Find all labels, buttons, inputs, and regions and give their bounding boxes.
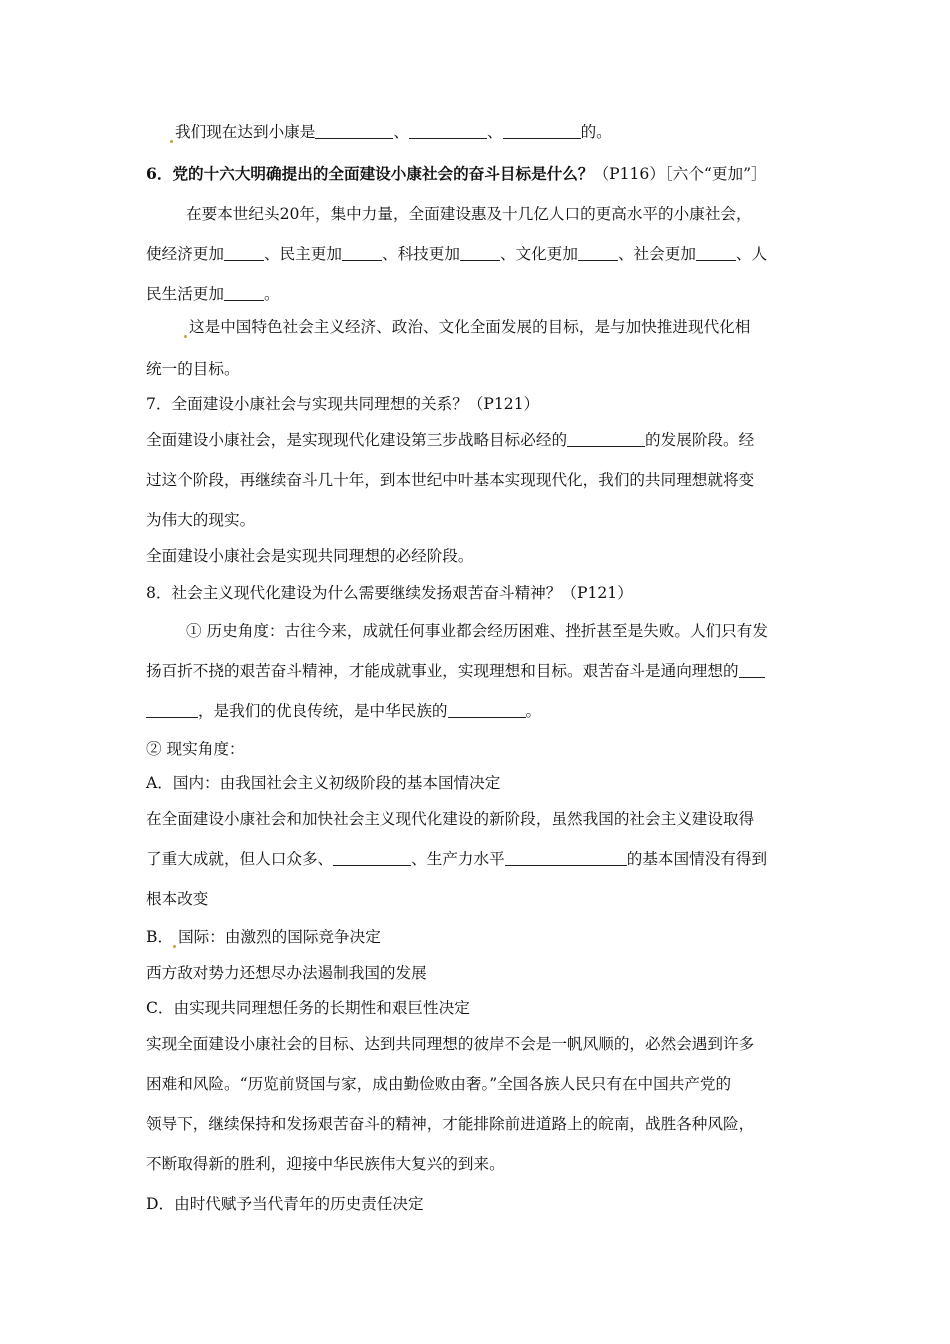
bullet-dot-icon [173, 945, 176, 948]
section-a-line2: 了重大成就，但人口众多、 、生产力水平 的基本国情没有得到 [146, 850, 768, 868]
q7-para-line2: 过这个阶段，再继续奋斗几十年，到本世纪中叶基本实现现代化，我们的共同理想就将变 [146, 471, 755, 489]
q6-para-line1: 在要本世纪头20年，集中力量，全面建设惠及十几亿人口的更高水平的小康社会， [186, 205, 752, 223]
blank[interactable] [224, 245, 264, 261]
q8-para-line3: ，是我们的优良传统，是中华民族的 。 [146, 700, 541, 722]
section-c-line3: 领导下，继续保持和发扬艰苦奋斗的精神，才能排除前进道路上的皖南，战胜各种风险， [146, 1115, 755, 1133]
section-a-title: A．国内：由我国社会主义初级阶段的基本国情决定 [146, 774, 501, 792]
q6-para-line4: 这是中国特色社会主义经济、政治、文化全面发展的目标，是与加快推进现代化相 [184, 316, 750, 338]
blank[interactable] [409, 123, 487, 139]
q6-para-line2: 使经济更加 、民主更加 、科技更加 、文化更加 、社会更加 、人 [146, 245, 768, 263]
section-b-line1: 西方敌对势力还想尽办法遏制我国的发展 [146, 964, 427, 982]
q8-para-line1: ① 历史角度：古往今来，成就任何事业都会经历困难、挫折甚至是失败。人们只有发 [186, 622, 768, 640]
blank[interactable] [146, 702, 198, 718]
blank[interactable] [739, 662, 765, 678]
q6-para-line3: 民生活更加 。 [146, 285, 280, 303]
line-xiaokang: 我们现在达到小康是 、 、 的。 [170, 121, 612, 143]
blank[interactable] [460, 245, 500, 261]
q7-para-line3: 为伟大的现实。 [146, 511, 256, 529]
q8-para-line4: ② 现实角度： [146, 740, 245, 758]
section-c-line4: 不断取得新的胜利，迎接中华民族伟大复兴的到来。 [146, 1155, 505, 1173]
bullet-dot-icon [184, 335, 187, 338]
section-a-line3: 根本改变 [146, 890, 209, 908]
section-c-title: C．由实现共同理想任务的长期性和艰巨性决定 [146, 999, 470, 1017]
blank[interactable] [315, 123, 393, 139]
question-8: 8．社会主义现代化建设为什么需要继续发扬艰苦奋斗精神？（P121） [146, 584, 633, 602]
q8-para-line2: 扬百折不挠的艰苦奋斗精神，才能成就事业，实现理想和目标。艰苦奋斗是通向理想的 [146, 660, 765, 682]
section-a-line1: 在全面建设小康社会和加快社会主义现代化建设的新阶段，虽然我国的社会主义建设取得 [146, 810, 755, 828]
blank[interactable] [342, 245, 382, 261]
question-6: 6．党的十六大明确提出的全面建设小康社会的奋斗目标是什么？（P116）［六个“更加”］ [146, 164, 767, 183]
q7-para-line4: 全面建设小康社会是实现共同理想的必经阶段。 [146, 547, 474, 565]
blank[interactable] [448, 702, 526, 718]
bullet-dot-icon [170, 140, 173, 143]
section-c-line2: 困难和风险。“历览前贤国与家，成由勤俭败由奢。”全国各族人民只有在中国共产党的 [146, 1075, 732, 1093]
blank[interactable] [224, 285, 264, 301]
section-d-title: D．由时代赋予当代青年的历史责任决定 [146, 1195, 424, 1213]
question-7: 7．全面建设小康社会与实现共同理想的关系？（P121） [146, 395, 540, 413]
blank[interactable] [333, 850, 411, 866]
blank[interactable] [578, 245, 618, 261]
blank[interactable] [505, 850, 627, 866]
section-c-line1: 实现全面建设小康社会的目标、达到共同理想的彼岸不会是一帆风顺的，必然会遇到许多 [146, 1035, 755, 1053]
section-b-title: B． 国际：由激烈的国际竞争决定 [146, 928, 381, 946]
blank[interactable] [696, 245, 736, 261]
blank[interactable] [567, 431, 645, 447]
q6-para-line5: 统一的目标。 [146, 360, 240, 378]
q7-para-line1: 全面建设小康社会，是实现现代化建设第三步战略目标必经的 的发展阶段。经 [146, 431, 755, 449]
blank[interactable] [503, 123, 581, 139]
